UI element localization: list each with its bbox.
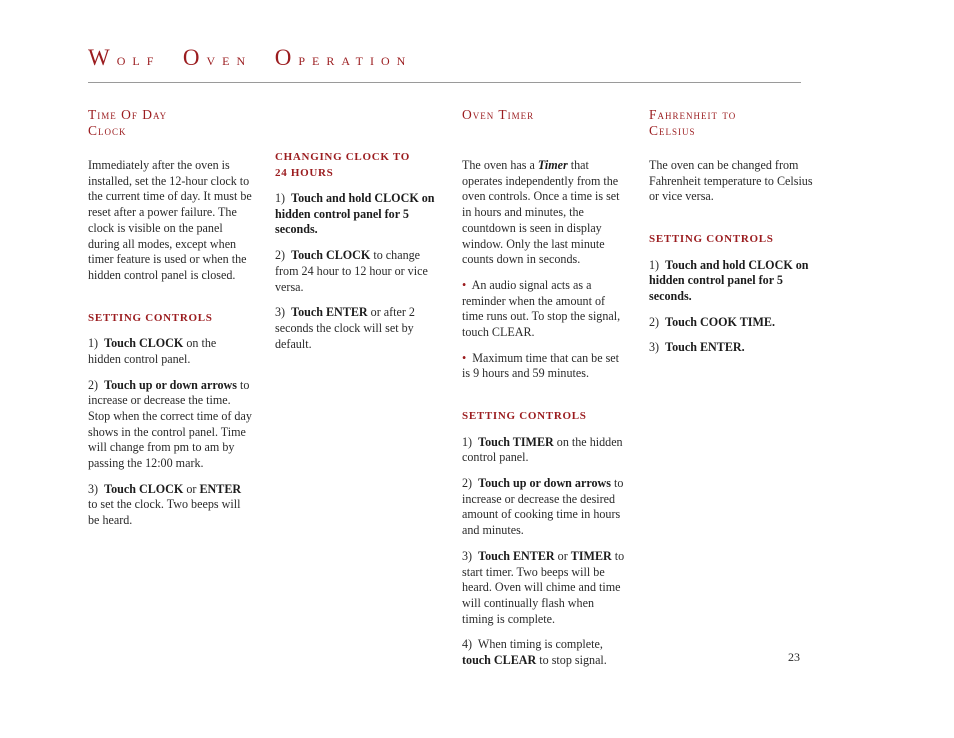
bullet-item: • Maximum time that can be set is 9 hours and 59 minutes. (462, 350, 620, 381)
setting-controls-heading: SETTING CONTROLS (88, 311, 213, 324)
setting-controls-heading: SETTING CONTROLS (649, 233, 774, 246)
changing-clock-heading: CHANGING CLOCK TO 24 HOURS (275, 151, 410, 179)
title-word-2: Oven (182, 45, 253, 70)
instruction-step: 3) Touch ENTER. (649, 340, 745, 355)
page-title (88, 45, 412, 71)
instruction-step: 4) When timing is complete, touch CLEAR to stop signal. (462, 637, 607, 668)
bullet-item: • An audio signal acts as a reminder when the amount of time runs out. To stop the signal, touch CLEAR. (462, 277, 621, 340)
oven-timer-intro: The oven has a Timer that operates independently from the oven controls. Once a time is set in hours and minutes, the countdown is seen in display window. Only the last minute counts down in seconds. (462, 158, 620, 267)
oven-timer-section (462, 107, 628, 679)
instruction-step: 3) Touch CLOCK or ENTER to set the clock. Two beeps will be heard. (88, 481, 242, 528)
instruction-step: 2) Touch COOK TIME. (649, 314, 776, 329)
title-word-1: Wolf (88, 45, 161, 70)
instruction-step: 3) Touch ENTER or TIMER to start timer. Two beeps will be heard. Oven will chime and time will continually flash when timing is complete. (462, 548, 625, 626)
instruction-step: 1) Touch and hold CLOCK on hidden control panel for 5 seconds. (649, 257, 809, 304)
page-number: 23 (788, 650, 800, 664)
time-of-day-section (88, 107, 252, 539)
setting-controls-heading: SETTING CONTROLS (462, 410, 587, 423)
fahrenheit-section (649, 107, 813, 366)
title-word-3: Operation (274, 45, 413, 70)
title-divider (88, 82, 801, 83)
time-of-day-intro: Immediately after the oven is installed, set the 12-hour clock to the current time of day. It must be reset after a power failure. The clock is visible on the panel during all modes, except when timer feature is used or when the hidden control panel is closed. (88, 158, 252, 282)
fahrenheit-intro: The oven can be changed from Fahrenheit temperature to Celsius or vice versa. (649, 158, 813, 204)
instruction-step: 2) Touch CLOCK to change from 24 hour to 12 hour or vice versa. (275, 248, 428, 294)
instruction-step: 3) Touch ENTER or after 2 seconds the clock will set by default. (275, 305, 415, 351)
fahrenheit-heading: Fahrenheit to Celsius (649, 107, 737, 138)
instruction-step: 1) Touch CLOCK on the hidden control panel. (88, 336, 217, 366)
oven-timer-heading: Oven Timer (462, 107, 535, 122)
changing-clock-section (275, 150, 440, 362)
instruction-step: 2) Touch up or down arrows to increase or decrease the time. Stop when the correct time of day shows in the control panel. Time will change from pm to am by passing the 12:00 mark. (88, 377, 252, 471)
instruction-step: 2) Touch up or down arrows to increase or decrease the desired amount of cooking time in hours and minutes. (462, 476, 624, 538)
instruction-step: 1) Touch TIMER on the hidden control panel. (462, 434, 623, 465)
time-of-day-heading: Time Of Day Clock (88, 107, 168, 138)
instruction-step: 1) Touch and hold CLOCK on hidden control panel for 5 seconds. (275, 191, 435, 237)
